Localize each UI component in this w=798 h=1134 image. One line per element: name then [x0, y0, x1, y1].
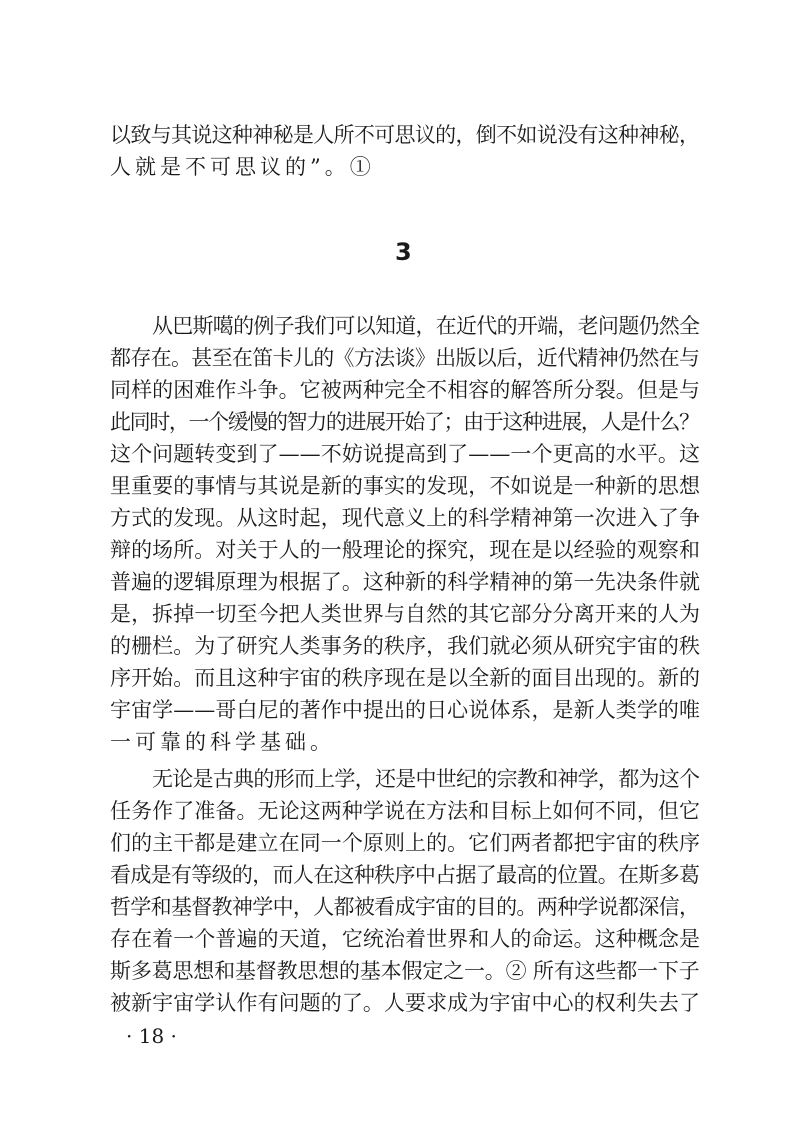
text-line: 里重要的事情与其说是新的事实的发现，不如说是一种新的思想: [110, 474, 701, 498]
text-line: 无论是古典的形而上学，还是中世纪的宗教和神学，都为这个: [152, 767, 700, 791]
text-line: 斯多葛思想和基督教思想的基本假定之一。② 所有这些都一下子: [110, 959, 700, 983]
text-line: 宇宙学——哥白尼的著作中提出的日心说体系，是新人类学的唯: [110, 698, 701, 722]
text-line: 任务作了准备。无论这两种学说在方法和目标上如何不同，但它: [110, 799, 701, 823]
text-line: 是，拆掉一切至今把人类世界与自然的其它部分分离开来的人为: [110, 602, 701, 626]
text-line: 同样的困难作斗争。它被两种完全不相容的解答所分裂。但是与: [110, 378, 701, 402]
text-line: 们的主干都是建立在同一个原则上的。它们两者都把宇宙的秩序: [110, 831, 701, 855]
text-line: 人就是不可思议的”。①: [110, 155, 375, 179]
text-line: 一可靠的科学基础。: [110, 730, 335, 754]
text-line: 此同时，一个缓慢的智力的进展开始了；由于这种进展，人是什么？: [110, 410, 699, 434]
text-line: 从巴斯噶的例子我们可以知道，在近代的开端，老问题仍然全: [152, 314, 700, 338]
text-line: 都存在。甚至在笛卡儿的《方法谈》出版以后，近代精神仍然在与: [110, 346, 700, 370]
text-line: 存在着一个普遍的天道，它统治着世界和人的命运。这种概念是: [110, 927, 701, 951]
text-line: 哲学和基督教神学中，人都被看成宇宙的目的。两种学说都深信，: [110, 895, 700, 919]
text-line: 序开始。而且这种宇宙的秩序现在是以全新的面目出现的。新的: [110, 666, 701, 690]
text-line: 这个问题转变到了——不妨说提高到了——一个更高的水平。这: [110, 442, 701, 466]
text-line: 被新宇宙学认作有问题的了。人要求成为宇宙中心的权利失去了: [110, 991, 701, 1015]
text-line: 以致与其说这种神秘是人所不可思议的，倒不如说没有这种神秘，: [110, 123, 700, 147]
page-number: · 18 ·: [126, 1024, 177, 1048]
text-line: 辩的场所。对关于人的一般理论的探究，现在是以经验的观察和: [110, 538, 701, 562]
text-line: 看成是有等级的，而人在这种秩序中占据了最高的位置。在斯多葛: [110, 863, 700, 887]
section-number: 3: [395, 238, 412, 266]
text-line: 方式的发现。从这时起，现代意义上的科学精神第一次进入了争: [110, 506, 701, 530]
text-line: 普遍的逻辑原理为根据了。这种新的科学精神的第一先决条件就: [110, 570, 701, 594]
text-line: 的栅栏。为了研究人类事务的秩序，我们就必须从研究宇宙的秩: [110, 634, 701, 658]
